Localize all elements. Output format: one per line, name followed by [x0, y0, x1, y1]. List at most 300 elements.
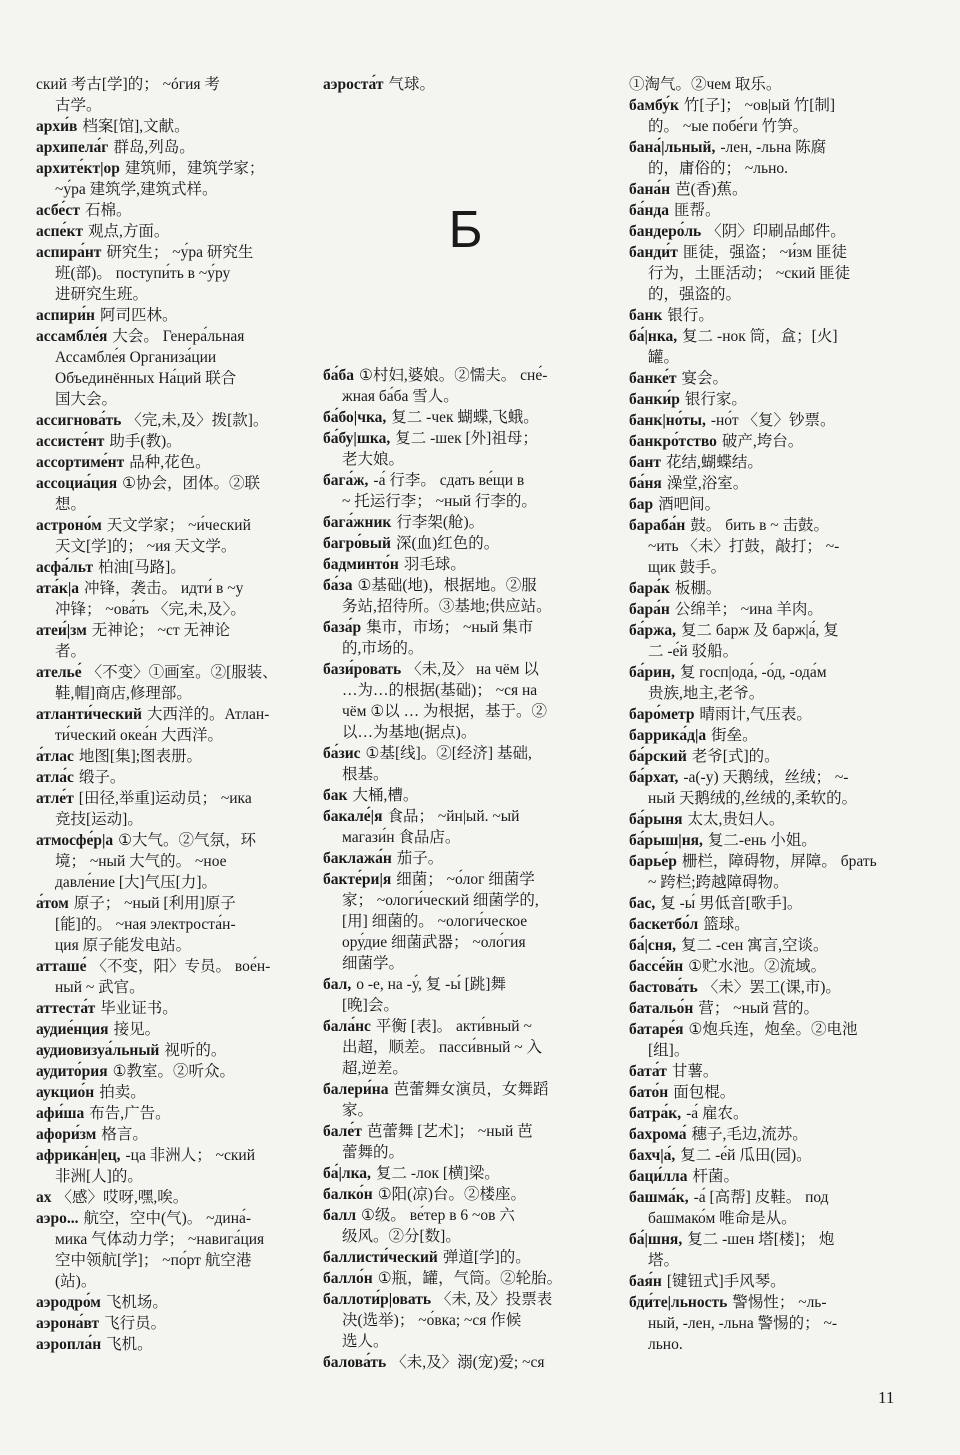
headword: бале́т	[323, 1123, 362, 1140]
definition-text: 细菌学。	[342, 955, 405, 972]
headword: ба́нда	[629, 202, 670, 219]
entry-first-line	[629, 1061, 914, 1082]
headword: бастова́ть	[629, 979, 698, 996]
headword: ба́ржа,	[629, 622, 676, 639]
dictionary-entry	[629, 914, 914, 935]
entry-first-line	[323, 407, 608, 428]
entry-first-line	[629, 1271, 914, 1292]
headword: архи́в	[36, 118, 78, 135]
entry-first-line	[36, 200, 321, 221]
entry-continuation-line	[323, 764, 608, 785]
definition-text: 芭(香)蕉。	[675, 181, 748, 198]
headword: багро́вый	[323, 535, 391, 552]
headword: бас,	[629, 895, 656, 912]
definition-text: 〈不变〉①画室。②[服装、	[86, 664, 278, 681]
entry-continuation-line	[36, 683, 321, 704]
entry-continuation-line	[36, 599, 321, 620]
entry-continuation-line	[36, 284, 321, 305]
entry-continuation-line	[629, 284, 914, 305]
entry-first-line	[36, 1124, 321, 1145]
entry-continuation-line	[36, 725, 321, 746]
entry-continuation-line	[323, 1100, 608, 1121]
definition-text: 气球。	[388, 76, 435, 93]
definition-text: 芭蕾舞女演员，女舞蹈	[393, 1081, 549, 1098]
definition-text: 匪徒，强盗； ~и́зм 匪徒	[682, 244, 847, 261]
definition-text: льно.	[648, 1336, 683, 1353]
definition-text: 〈阴〉印刷品邮件。	[706, 223, 846, 240]
headword: а́тлас	[36, 748, 74, 765]
headword: бак	[323, 787, 348, 804]
dictionary-entry	[36, 788, 321, 830]
definition-text: 冲锋； ~ова́ть 〈完,未,及〉。	[55, 601, 246, 618]
definition-text: ~ить 〈未〉打鼓，敲打； ~-	[648, 538, 840, 555]
dictionary-entry	[323, 512, 608, 533]
definition-text: о -е, на -у́, 复 -ы́ [跳]舞	[356, 976, 506, 993]
entry-continuation-line	[323, 890, 608, 911]
entry-first-line	[629, 452, 914, 473]
headword: башма́к,	[629, 1189, 689, 1206]
definition-text: 群岛,列岛。	[113, 139, 195, 156]
definition-text: 拍卖。	[99, 1084, 146, 1101]
entry-first-line	[629, 326, 914, 347]
dictionary-entry	[36, 1313, 321, 1334]
headword: афи́ша	[36, 1105, 85, 1122]
entry-continuation-line	[36, 95, 321, 116]
definition-text: 行李架(舱)。	[396, 514, 485, 531]
headword: атеи́|зм	[36, 622, 87, 639]
dictionary-entry	[629, 1271, 914, 1292]
definition-text: 羽毛球。	[403, 556, 466, 573]
definition-text: ①阳(凉)台。②楼座。	[377, 1186, 526, 1203]
headword: ба́ба	[323, 367, 354, 384]
definition-text: 〈完,未,及〉拨[款]。	[126, 412, 269, 429]
entry-first-line	[323, 1205, 608, 1226]
headword: бази́ровать	[323, 661, 402, 678]
definition-text: 选人。	[342, 1333, 389, 1350]
definition-text: -ца 非洲人； ~ский	[125, 1147, 255, 1164]
entry-first-line	[36, 578, 321, 599]
entry-first-line	[36, 473, 321, 494]
headword: бассе́йн	[629, 958, 684, 975]
entry-first-line	[36, 221, 321, 242]
dictionary-entry	[323, 575, 608, 617]
headword: ба́рхат,	[629, 769, 679, 786]
definition-text: давле́ние [大]气压[力]。	[55, 874, 217, 891]
definition-text: 大西洋的。Атлан-	[146, 706, 270, 723]
entry-first-line	[629, 137, 914, 158]
headword: атташе́	[36, 958, 87, 975]
headword: ба́рыня	[629, 811, 683, 828]
definition-text: 家； ~ологи́ческий 细菌学的,	[342, 892, 539, 909]
entry-continuation-line	[36, 536, 321, 557]
entry-continuation-line	[629, 347, 914, 368]
definition-text: щик 鼓手。	[648, 559, 727, 576]
dictionary-entry	[36, 767, 321, 788]
definition-text: Ассамбле́я Организа́ции	[55, 349, 217, 366]
headword: баскетбо́л	[629, 916, 699, 933]
dictionary-entry	[629, 746, 914, 767]
dictionary-entry	[323, 659, 608, 743]
headword: аэроста́т	[323, 76, 384, 93]
dictionary-entry	[629, 221, 914, 242]
dictionary-entry	[36, 200, 321, 221]
entry-first-line	[36, 242, 321, 263]
dictionary-entry	[629, 410, 914, 431]
definition-text: 格言。	[101, 1126, 148, 1143]
dictionary-entry	[323, 785, 608, 806]
definition-text: -а́ [高帮] 皮鞋。 под	[693, 1189, 829, 1206]
headword: астроно́м	[36, 517, 102, 534]
entry-continuation-line	[629, 683, 914, 704]
entry-first-line	[323, 533, 608, 554]
definition-text: 天文学家； ~и́ческий	[106, 517, 251, 534]
dictionary-entry	[36, 620, 321, 662]
entry-first-line	[36, 452, 321, 473]
headword: балл	[323, 1207, 357, 1224]
headword: асбе́ст	[36, 202, 80, 219]
entry-first-line	[36, 746, 321, 767]
dictionary-entry	[629, 1124, 914, 1145]
definition-text: 复 госп|ода́, -о́д, -ода́м	[679, 664, 827, 681]
definition-text: 鼓。 бить в ~ 击鼓。	[690, 517, 830, 534]
entry-continuation-line	[629, 1334, 914, 1355]
definition-text: 务站,招待所。③基地;供应站。	[342, 598, 552, 615]
definition-text: Объединённых На́ций 联合	[55, 370, 237, 387]
definition-text: 的，庸俗的； ~льно.	[648, 160, 788, 177]
headword: банди́т	[629, 244, 678, 261]
definition-text: 天文[学]的； ~ия 天文学。	[55, 538, 237, 555]
entry-first-line	[629, 977, 914, 998]
definition-text: 花结,蝴蝶结。	[666, 454, 763, 471]
definition-text: -лен, -льна 陈腐	[720, 139, 827, 156]
definition-text: 公绵羊； ~ина 羊肉。	[674, 601, 823, 618]
headword: банк|но́ты,	[629, 412, 706, 429]
entry-first-line	[36, 830, 321, 851]
dictionary-entry	[36, 662, 321, 704]
dictionary-entry	[629, 998, 914, 1019]
dictionary-entry	[36, 1145, 321, 1187]
definition-text: [用] 细菌的。 ~ологи́ческое	[342, 913, 528, 930]
definition-text: ①淘气。②чем 取乐。	[629, 76, 782, 93]
entry-continuation-line	[629, 263, 914, 284]
entry-continuation-line	[36, 851, 321, 872]
entry-first-line	[36, 1292, 321, 1313]
headword: бар	[629, 496, 654, 513]
headword: ата́к|а	[36, 580, 79, 597]
definition-text: 〈未,及〉 на чём 以	[406, 661, 539, 678]
entry-first-line	[629, 221, 914, 242]
dictionary-entry	[323, 974, 608, 1016]
definition-text: 板棚。	[674, 580, 722, 597]
entry-continuation-line	[629, 788, 914, 809]
entry-continuation-line	[629, 1250, 914, 1271]
definition-text: 档案[馆],文献。	[82, 118, 190, 135]
definition-text: 篮球。	[703, 916, 750, 933]
entry-continuation-line	[323, 953, 608, 974]
dictionary-entry	[323, 617, 608, 659]
entry-first-line	[629, 74, 914, 95]
headword: ба́рыш|ня,	[629, 832, 703, 849]
dictionary-entry	[36, 1061, 321, 1082]
headword: ба́бу|шка,	[323, 430, 391, 447]
definition-text: 罐。	[648, 349, 680, 366]
definition-text: ①村妇,婆娘。②懦夫。 сне́-	[359, 367, 548, 384]
definition-text: -но́т 〈复〉钞票。	[710, 412, 836, 429]
definition-text: 空中领航[学]； ~по́рт 航空港	[55, 1252, 252, 1269]
entry-continuation-line	[323, 1310, 608, 1331]
entry-first-line	[323, 848, 608, 869]
dictionary-entry	[36, 410, 321, 431]
entry-first-line	[629, 431, 914, 452]
dictionary-entry	[629, 893, 914, 914]
entry-continuation-line	[323, 638, 608, 659]
definition-text: 航空，空中(气)。 ~дина́-	[83, 1210, 252, 1227]
definition-text: 的。 ~ые побе́ги 竹笋。	[648, 118, 809, 135]
dictionary-entry	[629, 935, 914, 956]
definition-text: ①大气。②气氛，环	[118, 832, 257, 849]
headword: бди́те|льность	[629, 1294, 728, 1311]
dictionary-entry	[629, 662, 914, 704]
dictionary-entry	[629, 1103, 914, 1124]
entry-continuation-line	[323, 449, 608, 470]
headword: бана́н	[629, 181, 671, 198]
definition-text: 〈感〉哎呀,嘿,唉。	[56, 1189, 189, 1206]
entry-continuation-line	[36, 914, 321, 935]
headword: ассигнова́ть	[36, 412, 122, 429]
entry-first-line	[629, 305, 914, 326]
headword: банк	[629, 307, 663, 324]
entry-first-line	[629, 389, 914, 410]
headword: бакте́ри|я	[323, 871, 392, 888]
definition-text: 品种,花色。	[129, 454, 211, 471]
dictionary-entry	[323, 1352, 608, 1373]
entry-first-line	[36, 620, 321, 641]
entry-first-line	[36, 557, 321, 578]
dictionary-entry	[323, 869, 608, 974]
definition-text: ский 考古[学]的； ~óгия 考	[36, 76, 220, 93]
entry-first-line	[36, 116, 321, 137]
definition-text: 班(部)。 поступи́ть в ~у́ру	[55, 265, 231, 282]
entry-continuation-line	[323, 827, 608, 848]
dictionary-entry	[629, 452, 914, 473]
definition-text: 竹[子]； ~ов|ый 竹[制]	[683, 97, 836, 114]
headword: бамбу́к	[629, 97, 679, 114]
definition-text: 飞行员。	[104, 1315, 167, 1332]
dictionary-entry	[36, 1208, 321, 1292]
entry-first-line	[323, 1079, 608, 1100]
headword: бана́|льный,	[629, 139, 716, 156]
definition-text: 食品； ~йн|ый. ~ый	[387, 808, 520, 825]
definition-text: 接见。	[113, 1021, 161, 1038]
dictionary-entry	[629, 725, 914, 746]
entry-first-line	[36, 1187, 321, 1208]
definition-text: ти́ческий океа́н 大西洋。	[55, 727, 224, 744]
entry-first-line	[629, 1292, 914, 1313]
dictionary-entry	[629, 389, 914, 410]
entry-continuation-line	[323, 701, 608, 722]
definition-text: ①基础(地)，根据地。②服	[357, 577, 537, 594]
headword: бадминто́н	[323, 556, 399, 573]
definition-text: 冲锋，袭击。 идти́ в ~у	[84, 580, 244, 597]
headword: ба́рин,	[629, 664, 675, 681]
headword: бата́т	[629, 1063, 667, 1080]
entry-first-line	[629, 1166, 914, 1187]
dictionary-entry	[629, 578, 914, 599]
entry-continuation-line	[323, 932, 608, 953]
entry-first-line	[629, 1229, 914, 1250]
definition-text: 面包棍。	[673, 1084, 736, 1101]
dictionary-entry	[36, 746, 321, 767]
definition-text: 助手(教)。	[109, 433, 182, 450]
headword: аудие́нция	[36, 1021, 109, 1038]
entry-first-line	[36, 956, 321, 977]
dictionary-entry	[323, 1205, 608, 1247]
definition-text: 宴会。	[681, 370, 728, 387]
definition-text: 飞机场。	[105, 1294, 168, 1311]
headword: балло́н	[323, 1270, 373, 1287]
definition-text: 复二 -лок [横]梁。	[375, 1165, 500, 1182]
headword: ассисте́нт	[36, 433, 105, 450]
definition-text: чём ①以 … 为根据，基于。②	[342, 703, 548, 720]
headword: бахч|а́,	[629, 1147, 676, 1164]
dictionary-entry	[629, 620, 914, 662]
entry-first-line	[36, 704, 321, 725]
dictionary-entry	[629, 599, 914, 620]
headword: батальо́н	[629, 1000, 694, 1017]
entry-first-line	[629, 1103, 914, 1124]
definition-text: 〈未〉罢工(课,市)。	[702, 979, 841, 996]
dictionary-entry	[36, 305, 321, 326]
definition-text: 的,市场的。	[342, 640, 424, 657]
definition-text: 破产,垮台。	[721, 433, 804, 450]
entry-continuation-line	[323, 1037, 608, 1058]
entry-first-line	[629, 200, 914, 221]
entry-continuation-line	[36, 1271, 321, 1292]
entry-first-line	[629, 767, 914, 788]
definition-text: 茄子。	[396, 850, 444, 867]
headword: баллоти́р|овать	[323, 1291, 432, 1308]
definition-text: ~ 跨栏;跨越障碍物。	[648, 874, 789, 891]
dictionary-entry	[323, 743, 608, 785]
definition-text: 竞技[运动]。	[55, 811, 143, 828]
dictionary-entry	[629, 851, 914, 893]
definition-text: ①基[线]。②[经济] 基础,	[365, 745, 532, 762]
entry-first-line	[323, 470, 608, 491]
definition-text: 行为，土匪活动； ~ский 匪徒	[648, 265, 851, 282]
headword: бага́жник	[323, 514, 392, 531]
dictionary-entry	[629, 200, 914, 221]
dictionary-entry	[36, 1019, 321, 1040]
definition-text: 级风。②分[数]。	[342, 1228, 461, 1245]
headword: ах	[36, 1189, 52, 1206]
definition-text: 深(血)红色的。	[395, 535, 500, 552]
dictionary-entry	[36, 1187, 321, 1208]
dictionary-entry	[629, 368, 914, 389]
definition-text: 决(选举)； ~о́вка; ~ся 作候	[342, 1312, 522, 1329]
entry-first-line	[36, 305, 321, 326]
definition-text: 缎子。	[78, 769, 126, 786]
entry-first-line	[323, 617, 608, 638]
definition-text: 家。	[342, 1102, 374, 1119]
entry-continuation-line	[323, 1058, 608, 1079]
entry-first-line	[36, 1313, 321, 1334]
definition-text: 甘薯。	[671, 1063, 719, 1080]
definition-text: 大会。 Генера́льная	[112, 328, 245, 345]
headword: ба́ня	[629, 475, 662, 492]
dictionary-entry	[629, 305, 914, 326]
entry-first-line	[323, 659, 608, 680]
definition-text: 无神论； ~ст 无神论	[91, 622, 231, 639]
entry-first-line	[323, 1289, 608, 1310]
entry-continuation-line	[36, 389, 321, 410]
headword: ба́зис	[323, 745, 361, 762]
definition-text: 境； ~ный 大气的。 ~ное	[55, 853, 227, 870]
entry-first-line	[36, 1040, 321, 1061]
headword: бара́к	[629, 580, 670, 597]
entry-first-line	[629, 368, 914, 389]
dictionary-entry	[629, 1061, 914, 1082]
definition-text: ный ~ 武官。	[55, 979, 145, 996]
entry-first-line	[629, 95, 914, 116]
definition-text: …为…的根据(基础)； ~ся на	[342, 682, 538, 699]
entry-continuation-line	[36, 263, 321, 284]
dictionary-entry	[629, 1145, 914, 1166]
dictionary-entry	[323, 428, 608, 470]
headword: банке́т	[629, 370, 677, 387]
dictionary-entry	[323, 1121, 608, 1163]
headword: бара́н	[629, 601, 670, 618]
definition-text: 非洲[人]的。	[55, 1168, 143, 1185]
entry-continuation-line	[36, 1229, 321, 1250]
dictionary-entry	[323, 1268, 608, 1289]
dictionary-entry	[629, 326, 914, 368]
entry-first-line	[629, 956, 914, 977]
entry-continuation-line	[36, 179, 321, 200]
entry-first-line	[36, 410, 321, 431]
definition-text: 平衡 [表]。 акти́вный ~	[375, 1018, 532, 1035]
headword: ба́|нка,	[629, 328, 678, 345]
definition-text: 〈未, 及〉投票表	[436, 1291, 553, 1308]
dictionary-entry	[629, 431, 914, 452]
headword: атла́с	[36, 769, 74, 786]
definition-text: 晴雨计,气压表。	[699, 706, 812, 723]
definition-text: 地图[集];图表册。	[78, 748, 203, 765]
entry-first-line	[629, 914, 914, 935]
headword: аэрона́вт	[36, 1315, 100, 1332]
headword: аспира́нт	[36, 244, 102, 261]
definition-text: 超,逆差。	[342, 1060, 408, 1077]
dictionary-entry	[629, 242, 914, 305]
headword: аттеста́т	[36, 1000, 96, 1017]
dictionary-entry	[629, 830, 914, 851]
definition-text: 者。	[55, 643, 87, 660]
definition-text: 飞机。	[106, 1336, 153, 1353]
headword: ассамбле́я	[36, 328, 108, 345]
entry-first-line	[629, 578, 914, 599]
definition-text: ный 天鹅绒的,丝绒的,柔软的。	[648, 790, 858, 807]
entry-first-line	[36, 1334, 321, 1355]
definition-text: 进研究生班。	[55, 286, 149, 303]
dictionary-entry	[36, 1124, 321, 1145]
dictionary-entry	[36, 158, 321, 200]
dictionary-entry	[323, 74, 608, 95]
dictionary-entry	[323, 848, 608, 869]
entry-first-line	[629, 179, 914, 200]
headword: баро́метр	[629, 706, 695, 723]
definition-text: 穗子,毛边,流苏。	[691, 1126, 808, 1143]
entry-first-line	[36, 1019, 321, 1040]
dictionary-entry	[629, 977, 914, 998]
